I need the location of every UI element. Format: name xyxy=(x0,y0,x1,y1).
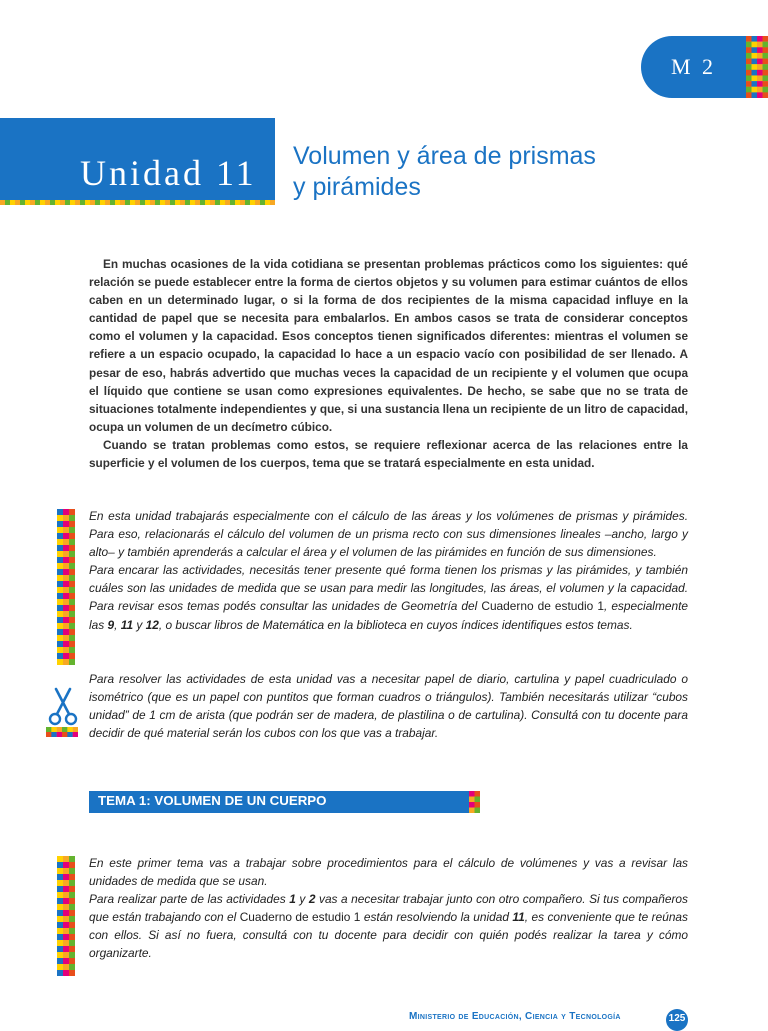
checker-cell xyxy=(63,653,69,659)
checker-cell xyxy=(69,892,75,898)
checker-cell xyxy=(63,563,69,569)
checker-cell xyxy=(63,856,69,862)
checker-cell xyxy=(57,958,63,964)
checker-cell xyxy=(63,922,69,928)
checker-cell xyxy=(57,898,63,904)
checker-cell xyxy=(63,892,69,898)
checker-cell xyxy=(215,200,220,205)
checker-cell xyxy=(69,868,75,874)
checker-cell xyxy=(752,92,758,98)
checker-cell xyxy=(120,200,125,205)
checker-cell xyxy=(73,732,78,737)
checker-cell xyxy=(746,64,752,70)
checker-cell xyxy=(63,928,69,934)
checker-cell xyxy=(63,970,69,976)
checker-cell xyxy=(50,200,55,205)
checker-cell xyxy=(55,200,60,205)
side-checker-strip xyxy=(57,856,75,976)
checker-cell xyxy=(63,958,69,964)
checker-cell xyxy=(469,791,475,797)
checker-cell xyxy=(69,862,75,868)
checker-cell xyxy=(57,569,63,575)
checker-cell xyxy=(475,802,481,808)
checker-cell xyxy=(57,856,63,862)
checker-cell xyxy=(63,515,69,521)
checker-cell xyxy=(57,659,63,665)
checker-cell xyxy=(62,732,68,737)
checker-cell xyxy=(57,970,63,976)
checker-cell xyxy=(69,928,75,934)
checker-cell xyxy=(763,53,768,59)
checker-cell xyxy=(69,940,75,946)
checker-cell xyxy=(63,904,69,910)
checker-cell xyxy=(63,599,69,605)
intro-text xyxy=(89,255,688,472)
checker-cell xyxy=(63,868,69,874)
checker-cell xyxy=(185,200,190,205)
checker-cell xyxy=(57,533,63,539)
checker-cell xyxy=(475,791,481,797)
checker-cell xyxy=(260,200,265,205)
checker-cell xyxy=(57,557,63,563)
checker-cell xyxy=(69,557,75,563)
checker-cell xyxy=(69,641,75,647)
checker-cell xyxy=(763,59,768,65)
intro-paragraph: En muchas ocasiones de la vida cotidiana se presentan problemas prácticos como los siguientes: qué relación se puede establecer entre la forma de ciertos objetos y su volumen para estimar cuántos de ellos caben en un determinado lugar, o si la forma de dos recipientes de la misma capacidad influye en la cantidad de papel que se necesita para embalarlos. En ambos casos se trata de considerar conceptos como el volumen y la capacidad. Esos conceptos tienen significados diferentes: mientras el volumen se refiere a un espacio ocupado, la capacidad lo hace a un espacio vacío con posibilidad de ser llenado. A pesar de eso, habrás advertido que muchas veces la capacidad de un recipiente y el volumen que ocupa el líquido que contiene se usan como expresiones equivalentes. De hecho, se sabe que no se trata de situaciones totalmente independientes y que, si una sustancia llena un recipiente de un litro de capacidad, ocupa un volumen de un decímetro cúbico. xyxy=(89,255,688,436)
checker-cell xyxy=(746,70,752,76)
info-paragraph: En este primer tema vas a trabajar sobre procedimientos para el cálculo de volúmenes y vas a revisar las unidades de medida que se usan. xyxy=(89,854,688,890)
checker-cell xyxy=(757,47,763,53)
checker-cell xyxy=(57,575,63,581)
checker-cell xyxy=(475,808,481,814)
checker-cell xyxy=(63,964,69,970)
side-checker-strip xyxy=(57,509,75,665)
info-paragraph: Para resolver las actividades de esta unidad vas a necesitar papel de diario, cartulina y papel cuadriculado o isométrico (que es un papel con puntitos que forman cuadros o triángulos). También necesitarás utilizar “cubos unidad” de 1 cm de arista (que podrán ser de madera, de plastilina o de cartulina). Consultá con tu docente para decidir de qué material serán los cubos con los que vas a trabajar. xyxy=(89,670,688,742)
checker-cell xyxy=(69,533,75,539)
checker-cell xyxy=(57,868,63,874)
checker-cell xyxy=(57,623,63,629)
checker-cell xyxy=(63,641,69,647)
unit-banner xyxy=(0,118,275,200)
checker-cell xyxy=(63,629,69,635)
checker-cell xyxy=(69,617,75,623)
cuaderno-title: Cuaderno de estudio 1 xyxy=(240,910,361,924)
checker-cell xyxy=(69,898,75,904)
checker-cell xyxy=(69,653,75,659)
checker-cell xyxy=(763,70,768,76)
checker-cell xyxy=(63,575,69,581)
checker-cell xyxy=(746,92,752,98)
checker-cell xyxy=(160,200,165,205)
checker-cell xyxy=(125,200,130,205)
checker-cell xyxy=(63,886,69,892)
checker-cell xyxy=(69,623,75,629)
checker-cell xyxy=(67,732,73,737)
checker-cell xyxy=(763,92,768,98)
checker-cell xyxy=(57,635,63,641)
checker-cell xyxy=(746,53,752,59)
intro-paragraph: Cuando se tratan problemas como estos, se requiere reflexionar acerca de las relaciones entre la superficie y el volumen de los cuerpos, tema que se tratará especialmente en esta unidad. xyxy=(89,436,688,472)
checker-cell xyxy=(57,964,63,970)
checker-cell xyxy=(57,527,63,533)
checker-cell xyxy=(69,581,75,587)
checker-cell xyxy=(63,569,69,575)
checker-cell xyxy=(62,727,68,732)
checker-cell xyxy=(63,533,69,539)
checker-cell xyxy=(475,797,481,803)
checker-cell xyxy=(63,946,69,952)
checker-cell xyxy=(69,910,75,916)
checker-cell xyxy=(757,59,763,65)
checker-cell xyxy=(57,922,63,928)
checker-cell xyxy=(230,200,235,205)
checker-cell xyxy=(70,200,75,205)
checker-cell xyxy=(763,75,768,81)
checker-cell xyxy=(57,611,63,617)
checker-cell xyxy=(57,727,63,732)
checker-cell xyxy=(746,36,752,42)
tema-label: TEMA 1: VOLUMEN DE UN CUERPO xyxy=(98,793,327,808)
checker-cell xyxy=(752,42,758,48)
info-block-tema xyxy=(89,854,688,963)
checker-cell xyxy=(57,940,63,946)
checker-cell xyxy=(763,87,768,93)
checker-cell xyxy=(69,569,75,575)
checker-cell xyxy=(752,47,758,53)
checker-cell xyxy=(763,42,768,48)
checker-cell xyxy=(63,587,69,593)
checker-cell xyxy=(250,200,255,205)
checker-cell xyxy=(63,659,69,665)
checker-cell xyxy=(69,575,75,581)
checker-cell xyxy=(0,200,5,205)
checker-cell xyxy=(255,200,260,205)
tema-checker-strip xyxy=(469,791,480,813)
checker-cell xyxy=(57,874,63,880)
checker-cell xyxy=(69,509,75,515)
checker-cell xyxy=(757,75,763,81)
checker-cell xyxy=(235,200,240,205)
checker-cell xyxy=(757,42,763,48)
checker-cell xyxy=(746,75,752,81)
checker-cell xyxy=(752,70,758,76)
checker-cell xyxy=(746,81,752,87)
checker-cell xyxy=(57,515,63,521)
checker-cell xyxy=(63,916,69,922)
checker-cell xyxy=(90,200,95,205)
checker-cell xyxy=(57,617,63,623)
checker-cell xyxy=(51,727,57,732)
checker-cell xyxy=(57,916,63,922)
module-tab xyxy=(641,36,746,98)
checker-cell xyxy=(73,727,78,732)
checker-cell xyxy=(469,802,475,808)
checker-cell xyxy=(763,64,768,70)
checker-cell xyxy=(63,898,69,904)
checker-cell xyxy=(15,200,20,205)
checker-cell xyxy=(80,200,85,205)
checker-cell xyxy=(190,200,195,205)
checker-cell xyxy=(746,47,752,53)
info-paragraph: Para realizar parte de las actividades 1 y 2 vas a necesitar trabajar junto con otro compañero. Si tus compañeros que están trabajando con el Cuaderno de estudio 1 están resolviendo la unidad 11, es conveniente que te reúnas con ellos. Si así no fuera, consultá con tu docente para decidir con quién podés realizar la tarea y cómo organizarte. xyxy=(89,890,688,962)
checker-cell xyxy=(67,727,73,732)
unit-subtitle-line1: Volumen y área de prismas xyxy=(293,141,596,172)
checker-cell xyxy=(752,53,758,59)
checker-cell xyxy=(752,75,758,81)
checker-cell xyxy=(757,81,763,87)
checker-cell xyxy=(69,599,75,605)
footer-ministry: Ministerio de Educación, Ciencia y Tecnología xyxy=(409,1011,621,1022)
checker-cell xyxy=(57,934,63,940)
checker-cell xyxy=(110,200,115,205)
checker-cell xyxy=(57,653,63,659)
checker-cell xyxy=(130,200,135,205)
checker-cell xyxy=(757,70,763,76)
checker-cell xyxy=(69,970,75,976)
checker-cell xyxy=(752,59,758,65)
checker-cell xyxy=(63,862,69,868)
checker-cell xyxy=(69,611,75,617)
checker-cell xyxy=(57,509,63,515)
checker-cell xyxy=(140,200,145,205)
checker-cell xyxy=(60,200,65,205)
checker-cell xyxy=(752,64,758,70)
checker-cell xyxy=(105,200,110,205)
checker-cell xyxy=(57,521,63,527)
checker-cell xyxy=(69,922,75,928)
checker-cell xyxy=(46,732,52,737)
checker-cell xyxy=(69,515,75,521)
checker-cell xyxy=(40,200,45,205)
checker-cell xyxy=(757,64,763,70)
unit-checker-strip xyxy=(0,200,275,205)
checker-cell xyxy=(135,200,140,205)
checker-cell xyxy=(57,587,63,593)
checker-cell xyxy=(69,629,75,635)
checker-cell xyxy=(757,53,763,59)
checker-cell xyxy=(763,36,768,42)
checker-cell xyxy=(57,886,63,892)
module-checker-strip xyxy=(746,36,768,98)
checker-cell xyxy=(63,611,69,617)
checker-cell xyxy=(63,874,69,880)
checker-cell xyxy=(165,200,170,205)
info-paragraph: En esta unidad trabajarás especialmente con el cálculo de las áreas y los volúmenes de prismas y pirámides. Para eso, relacionarás el cálculo del volumen de un prisma recto con sus dimensiones lineales –ancho, largo y alto– y también aprenderás a calcular el área y el volumen de las pirámides en función de sus dimensiones. xyxy=(89,507,688,561)
checker-cell xyxy=(746,42,752,48)
checker-cell xyxy=(63,934,69,940)
checker-cell xyxy=(20,200,25,205)
checker-cell xyxy=(100,200,105,205)
checker-cell xyxy=(180,200,185,205)
checker-cell xyxy=(69,659,75,665)
checker-cell xyxy=(57,641,63,647)
checker-cell xyxy=(210,200,215,205)
checker-cell xyxy=(69,916,75,922)
checker-cell xyxy=(63,545,69,551)
checker-cell xyxy=(63,617,69,623)
checker-cell xyxy=(69,874,75,880)
checker-cell xyxy=(57,732,63,737)
checker-cell xyxy=(200,200,205,205)
checker-cell xyxy=(757,36,763,42)
checker-cell xyxy=(265,200,270,205)
checker-cell xyxy=(85,200,90,205)
checker-cell xyxy=(63,880,69,886)
checker-cell xyxy=(57,545,63,551)
checker-cell xyxy=(69,958,75,964)
checker-cell xyxy=(225,200,230,205)
checker-cell xyxy=(45,200,50,205)
cuaderno-title: Cuaderno de estudio 1 xyxy=(481,599,604,613)
checker-cell xyxy=(69,964,75,970)
checker-cell xyxy=(57,862,63,868)
checker-cell xyxy=(245,200,250,205)
checker-cell xyxy=(63,581,69,587)
checker-cell xyxy=(63,623,69,629)
checker-cell xyxy=(5,200,10,205)
checker-cell xyxy=(205,200,210,205)
checker-cell xyxy=(69,587,75,593)
checker-cell xyxy=(30,200,35,205)
checker-cell xyxy=(752,36,758,42)
checker-cell xyxy=(69,952,75,958)
checker-cell xyxy=(57,629,63,635)
checker-cell xyxy=(763,81,768,87)
checker-cell xyxy=(63,557,69,563)
checker-cell xyxy=(150,200,155,205)
checker-cell xyxy=(270,200,275,205)
checker-cell xyxy=(57,946,63,952)
checker-cell xyxy=(57,593,63,599)
scissors-checker-strip xyxy=(46,727,78,737)
checker-cell xyxy=(51,732,57,737)
checker-cell xyxy=(63,940,69,946)
checker-cell xyxy=(69,635,75,641)
checker-cell xyxy=(69,521,75,527)
info-block-materials xyxy=(89,670,688,742)
checker-cell xyxy=(69,593,75,599)
checker-cell xyxy=(63,605,69,611)
checker-cell xyxy=(65,200,70,205)
checker-cell xyxy=(57,551,63,557)
checker-cell xyxy=(469,797,475,803)
scissors-icon xyxy=(47,687,79,727)
checker-cell xyxy=(57,563,63,569)
checker-cell xyxy=(63,551,69,557)
checker-cell xyxy=(57,539,63,545)
checker-cell xyxy=(57,599,63,605)
checker-cell xyxy=(57,892,63,898)
checker-cell xyxy=(46,727,52,732)
checker-cell xyxy=(240,200,245,205)
checker-cell xyxy=(170,200,175,205)
checker-cell xyxy=(220,200,225,205)
info-paragraph: Para encarar las actividades, necesitás tener presente qué forma tienen los prismas y las pirámides, y también cuáles son las unidades de medida que se usan para medir las longitudes, las áreas, el volumen y la capacidad. Para revisar esos temas podés consultar las unidades de Geometría del Cuaderno de estudio 1, especialmente las 9, 11 y 12, o buscar libros de Matemática en la biblioteca en cuyos índices identifiques estos temas. xyxy=(89,561,688,633)
tema-header xyxy=(89,791,469,813)
checker-cell xyxy=(57,605,63,611)
checker-cell xyxy=(63,647,69,653)
checker-cell xyxy=(35,200,40,205)
checker-cell xyxy=(69,886,75,892)
checker-cell xyxy=(752,81,758,87)
checker-cell xyxy=(115,200,120,205)
checker-cell xyxy=(63,910,69,916)
checker-cell xyxy=(69,551,75,557)
unit-subtitle xyxy=(293,141,596,203)
checker-cell xyxy=(57,647,63,653)
info-block-unit xyxy=(89,507,688,634)
checker-cell xyxy=(69,545,75,551)
checker-cell xyxy=(95,200,100,205)
checker-cell xyxy=(63,635,69,641)
checker-cell xyxy=(175,200,180,205)
checker-cell xyxy=(69,946,75,952)
checker-cell xyxy=(746,87,752,93)
checker-cell xyxy=(752,87,758,93)
checker-cell xyxy=(69,904,75,910)
checker-cell xyxy=(63,527,69,533)
checker-cell xyxy=(10,200,15,205)
unit-title: Unidad 11 xyxy=(80,152,257,194)
module-tab-label: M 2 xyxy=(671,54,716,80)
checker-cell xyxy=(57,928,63,934)
checker-cell xyxy=(69,880,75,886)
checker-cell xyxy=(195,200,200,205)
checker-cell xyxy=(69,647,75,653)
checker-cell xyxy=(69,605,75,611)
checker-cell xyxy=(757,92,763,98)
checker-cell xyxy=(155,200,160,205)
checker-cell xyxy=(57,952,63,958)
checker-cell xyxy=(145,200,150,205)
unit-subtitle-line2: y pirámides xyxy=(293,172,596,203)
checker-cell xyxy=(63,593,69,599)
checker-cell xyxy=(63,539,69,545)
checker-cell xyxy=(69,856,75,862)
checker-cell xyxy=(757,87,763,93)
checker-cell xyxy=(469,808,475,814)
checker-cell xyxy=(69,934,75,940)
page-number: 125 xyxy=(666,1009,688,1031)
checker-cell xyxy=(763,47,768,53)
checker-cell xyxy=(746,59,752,65)
checker-cell xyxy=(25,200,30,205)
checker-cell xyxy=(57,904,63,910)
checker-cell xyxy=(63,509,69,515)
checker-cell xyxy=(69,539,75,545)
checker-cell xyxy=(75,200,80,205)
checker-cell xyxy=(57,880,63,886)
checker-cell xyxy=(63,521,69,527)
checker-cell xyxy=(63,952,69,958)
checker-cell xyxy=(57,910,63,916)
checker-cell xyxy=(69,563,75,569)
checker-cell xyxy=(57,581,63,587)
checker-cell xyxy=(69,527,75,533)
